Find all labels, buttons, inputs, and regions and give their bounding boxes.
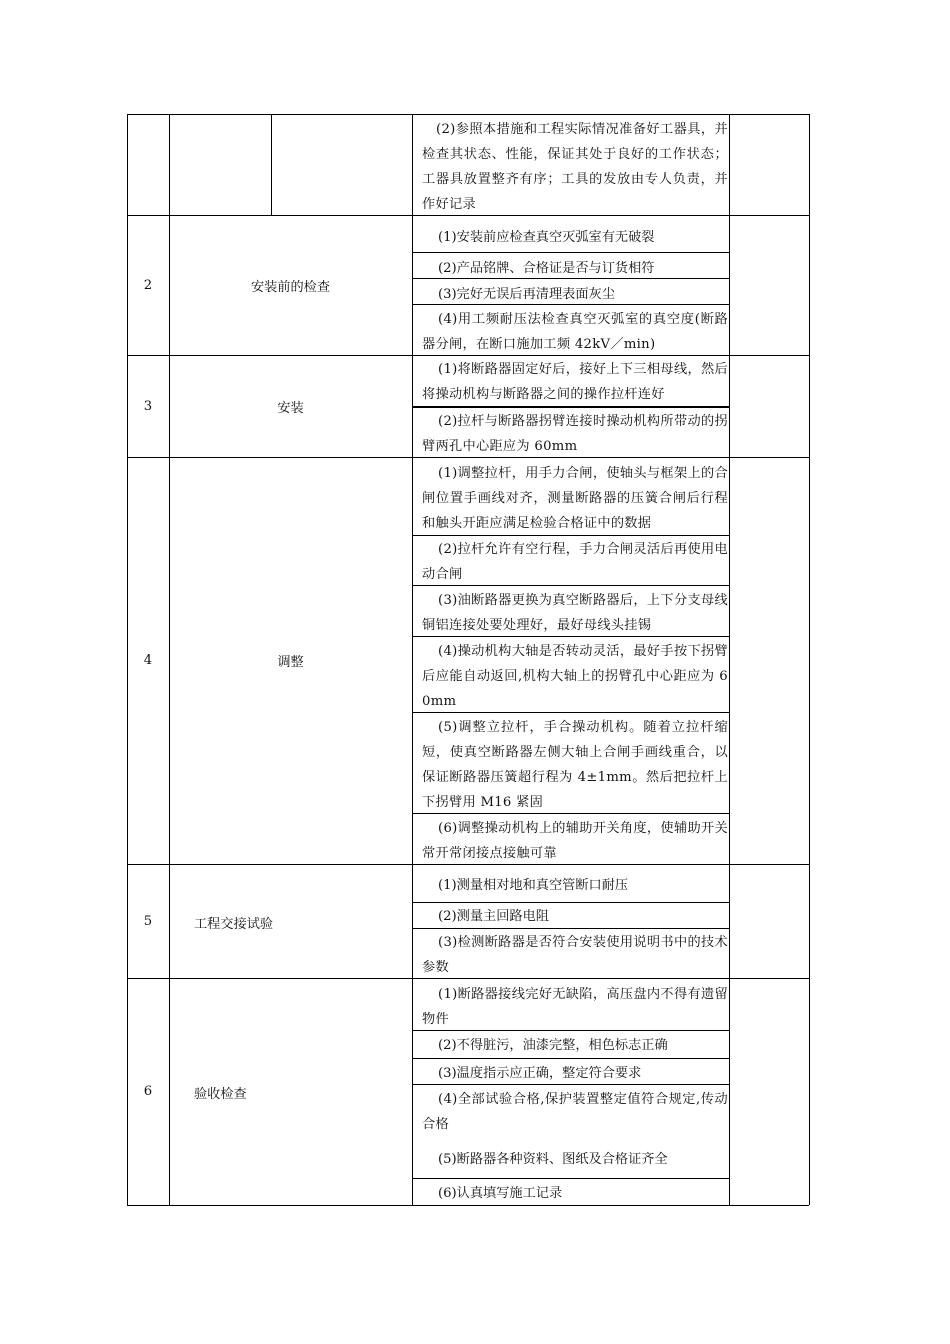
item-text: (1)断路器接线完好无缺陷，高压盘内不得有遗留物件: [422, 987, 728, 1027]
item-text: (5)断路器各种资料、图纸及合格证齐全: [438, 1152, 668, 1167]
row-title: 安装前的检查: [250, 279, 331, 295]
item-text: (4)操动机构大轴是否转动灵活，最好手按下拐臂后应能自动返回,机构大轴上的拐臂孔中心距应为 60mm: [422, 644, 728, 709]
item-separator: [412, 1058, 729, 1059]
item-text: (4)用工频耐压法检查真空灭弧室的真空度(断路器分闸，在断口施加工频 42kV／min): [422, 312, 728, 352]
item-text: (1)调整拉杆，用手力合闸，使轴头与框架上的合闸位置手画线对齐，测量断路器的压簧合闸后行程和触头开距应满足检验合格证中的数据: [422, 466, 728, 531]
item-text: (2)拉杆允许有空行程，手力合闸灵活后再使用电动合闸: [422, 542, 728, 582]
row-title: 工程交接试验: [194, 917, 274, 932]
construction-table: [127, 114, 809, 1205]
item-text: (2)参照本措施和工程实际情况准备好工器具，并检查其状态、性能，保证其处于良好的工作状态；工器具放置整齐有序；工具的发放由专人负责，并作好记录: [422, 122, 728, 212]
item-text: (6)调整操动机构上的辅助开关角度，使辅助开关常开常闭接点接触可靠: [422, 821, 728, 861]
item-text: (2)测量主回路电阻: [438, 909, 549, 924]
table-border-right: [809, 114, 810, 1205]
item-text: (2)不得脏污，油漆完整，相色标志正确: [438, 1038, 668, 1053]
item-text: (1)将断路器固定好后，接好上下三相母线，然后将操动机构与断路器之间的操作拉杆连好: [422, 362, 728, 402]
item-text: (6)认真填写施工记录: [438, 1186, 563, 1201]
item-text: (3)油断路器更换为真空断路器后，上下分支母线铜铝连接处要处理好，最好母线头挂锡: [422, 593, 728, 633]
item-text: (3)检测断路器是否符合安装使用说明书中的技术参数: [422, 935, 728, 975]
column-divider: [271, 114, 272, 215]
item-text: (1)安装前应检查真空灭弧室有无破裂: [438, 230, 655, 245]
row-title: 安装: [277, 400, 304, 416]
row-title: 调整: [277, 655, 304, 670]
row-title: 验收检查: [194, 1087, 247, 1102]
item-text: (5)调整立拉杆，手合操动机构。随着立拉杆缩短，使真空断路器左侧大轴上合闸手画线重合，以保证断路器压簧超行程为 4±1mm。然后把拉杆上下拐臂用 M16 紧固: [422, 720, 728, 810]
row-number: 3: [143, 398, 153, 414]
item-separator: [412, 252, 729, 253]
item-text: (2)拉杆与断路器拐臂连接时操动机构所带动的拐臂两孔中心距应为 60mm: [422, 414, 728, 454]
item-text: (1)测量相对地和真空管断口耐压: [438, 878, 629, 893]
item-text: (3)完好无误后再清理表面灰尘: [438, 287, 615, 302]
item-text: (2)产品铭牌、合格证是否与订货相符: [438, 261, 655, 276]
table-border-top: [127, 114, 809, 115]
row-number: 5: [143, 913, 153, 929]
item-text: (3)温度指示应正确，整定符合要求: [438, 1066, 642, 1081]
row-number: 4: [143, 653, 153, 668]
item-text: (4)全部试验合格,保护装置整定值符合规定,传动合格: [422, 1092, 728, 1132]
item-separator: [412, 902, 729, 903]
row-number: 2: [143, 277, 153, 293]
row-number: 6: [143, 1084, 153, 1099]
column-divider: [729, 114, 730, 1205]
item-separator: [412, 1178, 729, 1179]
